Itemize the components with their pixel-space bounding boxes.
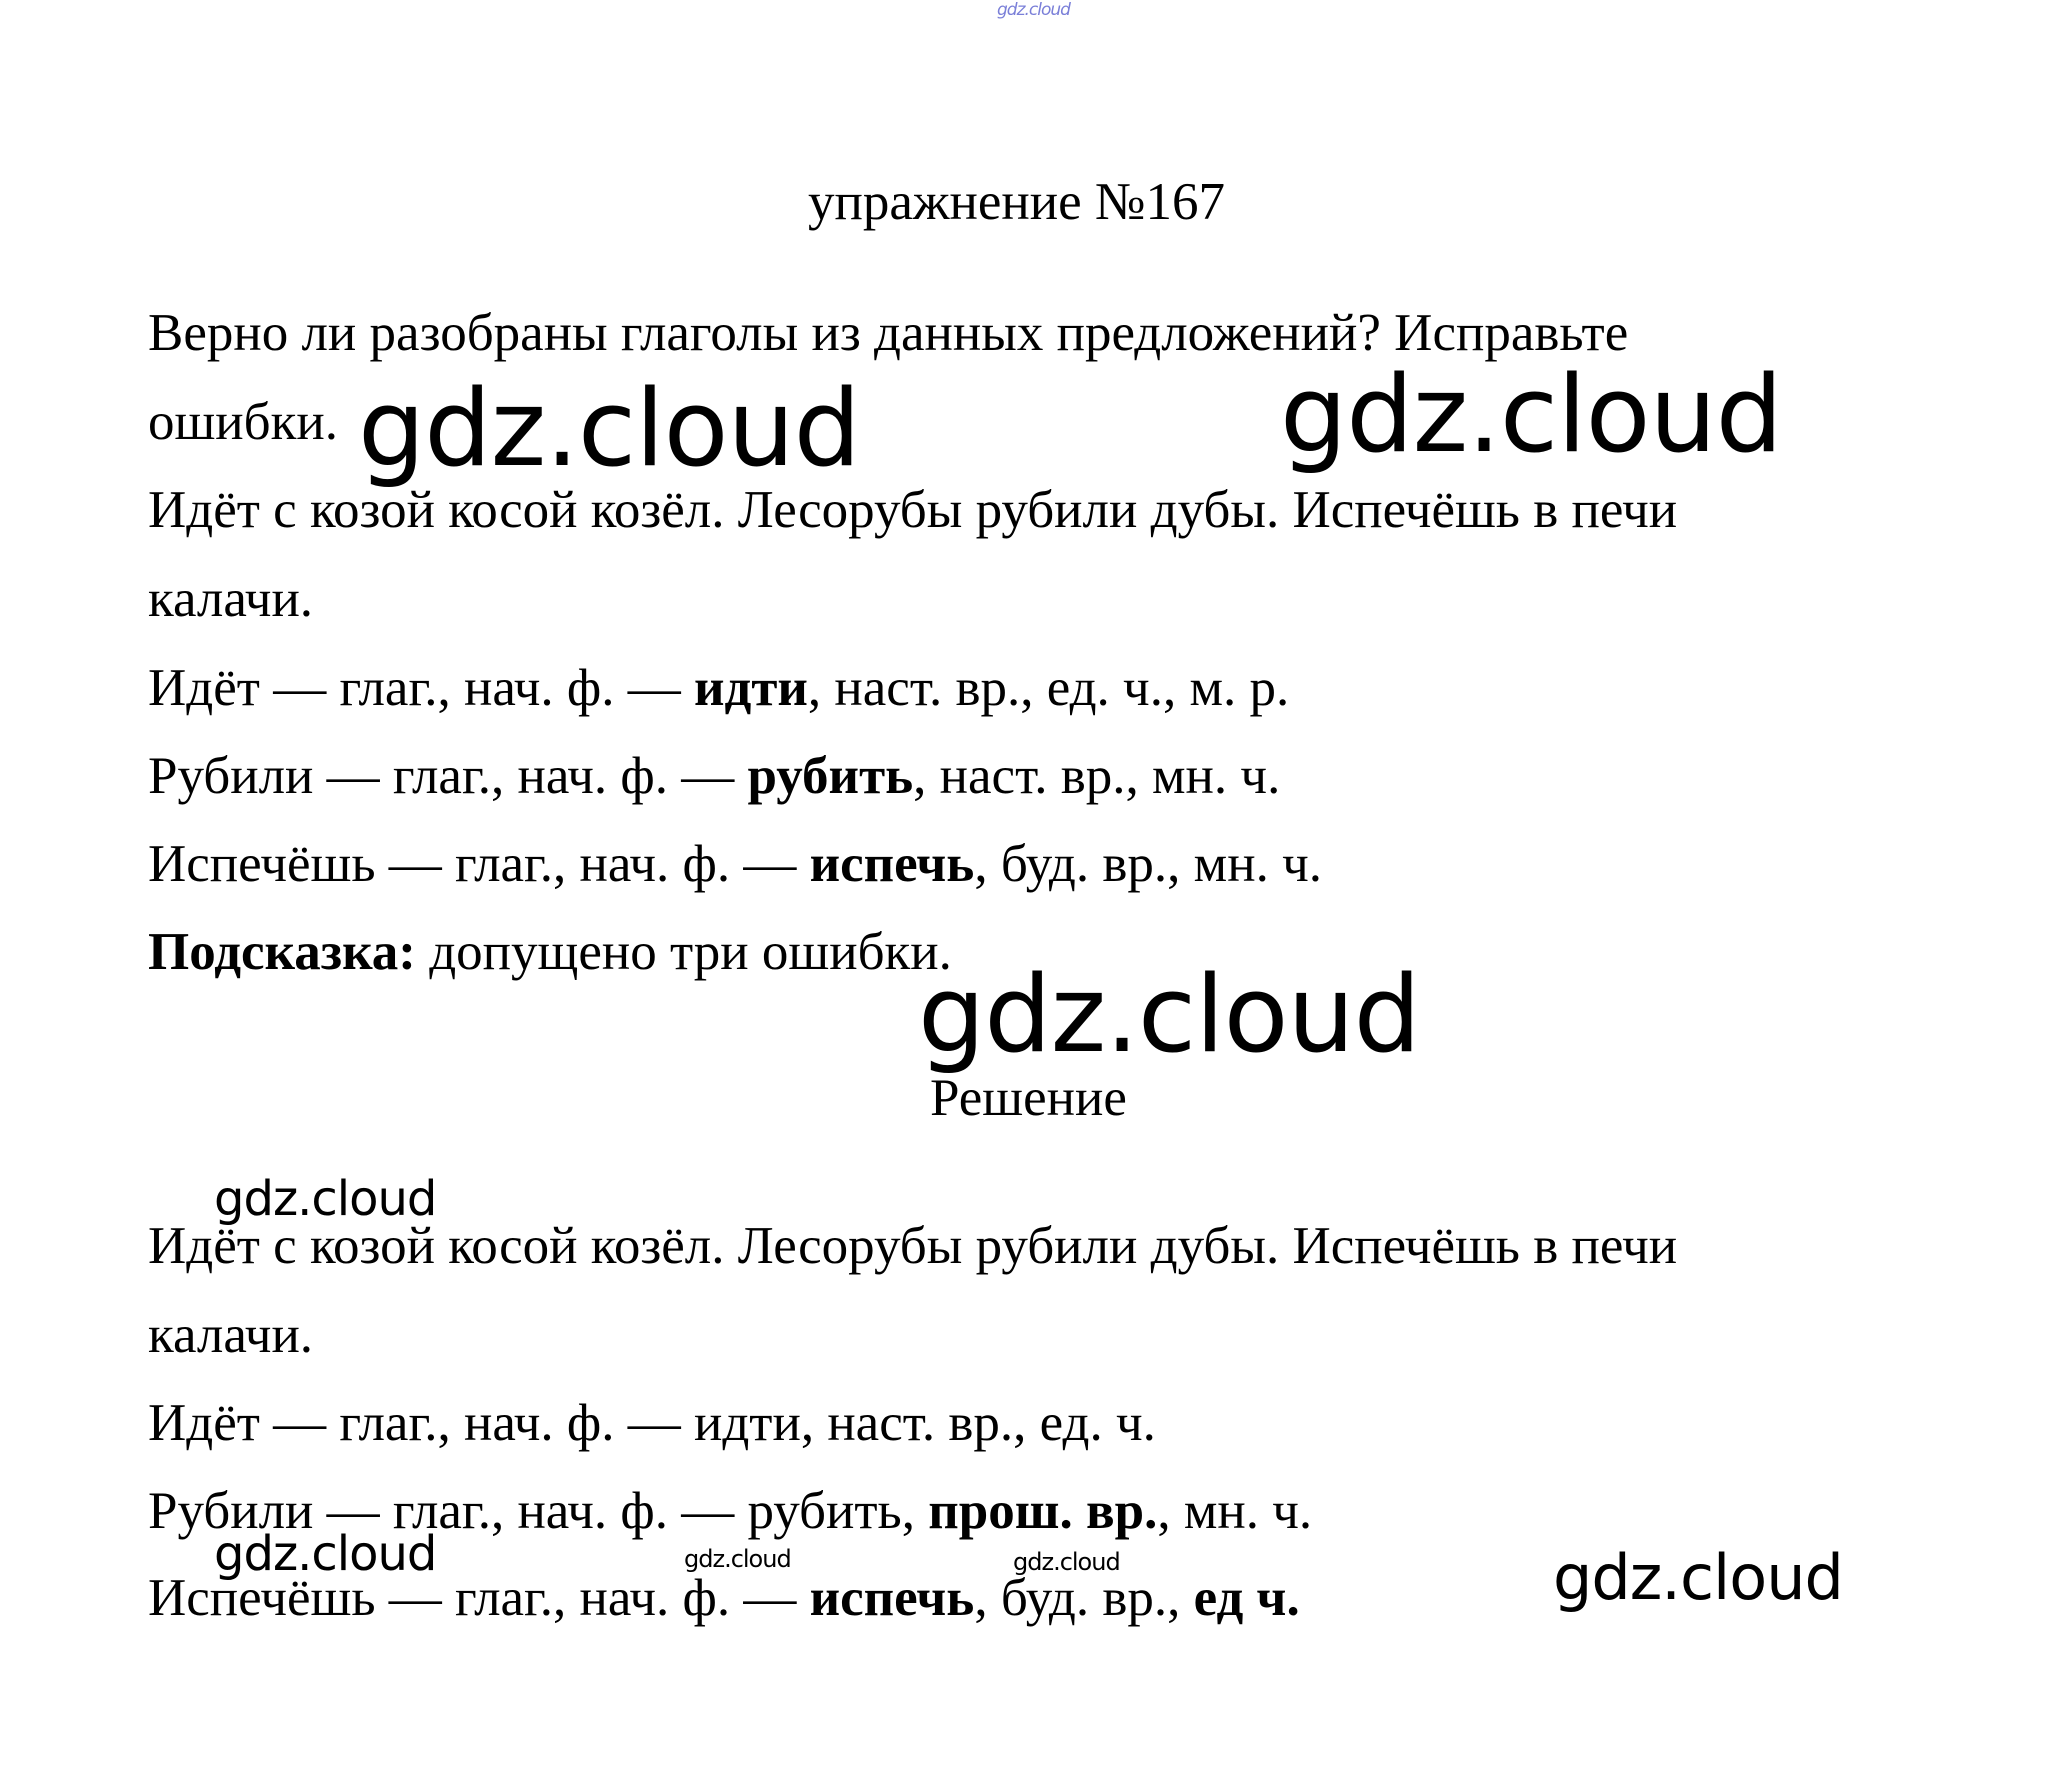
solution-sentence-line2: калачи.: [148, 1306, 314, 1364]
task-question-line1: Верно ли разобраны глаголы из данных предложений? Исправьте: [148, 304, 1629, 362]
watermark-large-3: gdz.cloud: [918, 953, 1420, 1076]
watermark-large-1: gdz.cloud: [358, 367, 860, 490]
watermark-large-2: gdz.cloud: [1280, 353, 1782, 476]
page-title: упражнение №167: [808, 173, 1225, 231]
task-row-1: Идёт — глаг., нач. ф. — идти, наст. вр., ед. ч., м. р.: [148, 659, 1290, 717]
watermark-small-1: gdz.cloud: [684, 1545, 791, 1573]
watermark-top: gdz.cloud: [997, 0, 1070, 20]
task-hint: Подсказка: допущено три ошибки.: [148, 923, 952, 981]
task-row-2: Рубили — глаг., нач. ф. — рубить, наст. вр., мн. ч.: [148, 747, 1281, 805]
task-sentence-line2: калачи.: [148, 570, 314, 628]
watermark-medium-1: gdz.cloud: [214, 1171, 437, 1227]
watermark-bottom-right: gdz.cloud: [1553, 1541, 1843, 1614]
solution-row-2: Рубили — глаг., нач. ф. — рубить, прош. вр., мн. ч.: [148, 1482, 1313, 1540]
task-sentence-line1: Идёт с козой косой козёл. Лесорубы рубили дубы. Испечёшь в печи: [148, 481, 1678, 539]
task-row-3: Испечёшь — глаг., нач. ф. — испечь, буд. вр., мн. ч.: [148, 835, 1322, 893]
watermark-small-2: gdz.cloud: [1013, 1548, 1120, 1576]
solution-sentence-line1: Идёт с козой косой козёл. Лесорубы рубили дубы. Испечёшь в печи: [148, 1217, 1678, 1275]
solution-row-1: Идёт — глаг., нач. ф. — идти, наст. вр., ед. ч.: [148, 1394, 1156, 1452]
watermark-medium-2: gdz.cloud: [214, 1526, 437, 1582]
task-question-line2: ошибки.: [148, 393, 339, 451]
solution-heading: Решение: [930, 1069, 1127, 1127]
solution-row-3: Испечёшь — глаг., нач. ф. — испечь, буд. вр., ед ч.: [148, 1569, 1300, 1627]
